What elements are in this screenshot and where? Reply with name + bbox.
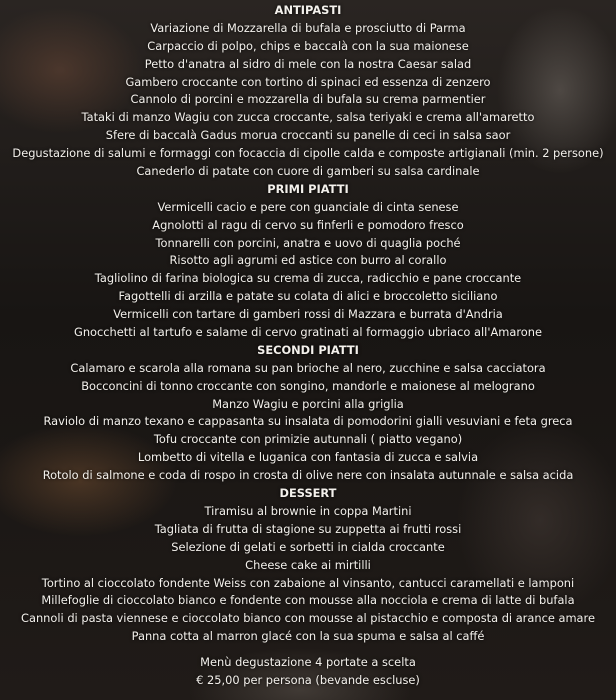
menu-item: Tiramisu al brownie in coppa Martini <box>204 503 412 518</box>
menu-item: Variazione di Mozzarella di bufala e prosciutto di Parma <box>150 20 466 35</box>
menu-item: Risotto agli agrumi ed astice con burro al corallo <box>169 253 447 268</box>
menu-item: Tagliolino di farina biologica su crema di zucca, radicchio e pane croccante <box>94 271 522 286</box>
menu-item: Tataki di manzo Wagiu con zucca croccante, salsa teriyaki e crema all'amaretto <box>81 110 535 125</box>
menu-item: Cannoli di pasta viennese e cioccolato bianco con mousse al pistacchio e composta di arance amare <box>21 611 595 626</box>
menu-item: Canederlo di patate con cuore di gamberi su salsa cardinale <box>136 164 480 179</box>
menu-item: Panna cotta al marron glacé con la sua spuma e salsa al caffé <box>131 629 485 644</box>
footer-spacer <box>0 646 616 654</box>
menu-item: Carpaccio di polpo, chips e baccalà con la sua maionese <box>147 38 469 53</box>
menu-item: Manzo Wagiu e porcini alla griglia <box>212 396 404 411</box>
menu-item: Sfere di baccalà Gadus morua croccanti su panelle di ceci in salsa saor <box>105 128 511 143</box>
menu-item: Calamaro e scarola alla romana su pan brioche al nero, zucchine e salsa cacciatora <box>70 360 546 375</box>
menu-item: Vermicelli con tartare di gamberi rossi di Mazzara e burrata d'Andria <box>113 307 503 322</box>
menu-item: Raviolo di manzo texano e cappasanta su insalata di pomodorini gialli vesuviani e feta greca <box>43 414 573 429</box>
menu-item: Tonnarelli con porcini, anatra e uovo di quaglia poché <box>155 235 461 250</box>
menu-item: Lombetto di vitella e luganica con fantasia di zucca e salvia <box>137 450 479 465</box>
menu-list <box>0 2 616 690</box>
section-title-primi-piatti: PRIMI PIATTI <box>267 181 349 196</box>
menu-item: Bocconcini di tonno croccante con songino, mandorle e maionese al melograno <box>81 378 535 393</box>
tasting-menu-price: € 25,00 per persona (bevande escluse) <box>196 672 420 687</box>
menu-item: Agnolotti al ragu di cervo su finferli e pomodoro fresco <box>152 217 464 232</box>
menu-item: Millefoglie di cioccolato bianco e fondente con mousse alla nocciola e crema di latte di bufala <box>41 593 575 608</box>
menu-item: Rotolo di salmone e coda di rospo in crosta di olive nere con insalata autunnale e salsa acida <box>42 468 574 483</box>
section-title-secondi-piatti: SECONDI PIATTI <box>257 342 359 357</box>
menu-item: Degustazione di salumi e formaggi con focaccia di cipolle calda e composte artigianali (min. 2 persone) <box>12 146 604 161</box>
section-title-antipasti: ANTIPASTI <box>274 3 342 17</box>
menu-item: Gambero croccante con tortino di spinaci ed essenza di zenzero <box>125 74 491 89</box>
menu-item: Vermicelli cacio e pere con guanciale di cinta senese <box>157 199 459 214</box>
menu-item: Selezione di gelati e sorbetti in cialda croccante <box>171 539 445 554</box>
menu-item: Tortino al cioccolato fondente Weiss con zabaione al vinsanto, cantucci caramellati e lamponi <box>41 575 575 590</box>
tasting-menu-note: Menù degustazione 4 portate a scelta <box>200 655 416 670</box>
menu-item: Cheese cake ai mirtilli <box>245 557 371 572</box>
menu-item: Fagottelli di arzilla e patate su colata di alici e broccoletto siciliano <box>118 289 498 304</box>
menu-item: Gnocchetti al tartufo e salame di cervo gratinati al formaggio ubriaco all'Amarone <box>74 325 542 340</box>
menu-item: Tofu croccante con primizie autunnali ( piatto vegano) <box>153 432 463 447</box>
menu-item: Tagliata di frutta di stagione su zuppetta ai frutti rossi <box>154 521 462 536</box>
menu-item: Cannolo di porcini e mozzarella di bufala su crema parmentier <box>130 92 486 107</box>
section-title-dessert: DESSERT <box>279 486 337 501</box>
menu-item: Petto d'anatra al sidro di mele con la nostra Caesar salad <box>144 56 472 71</box>
